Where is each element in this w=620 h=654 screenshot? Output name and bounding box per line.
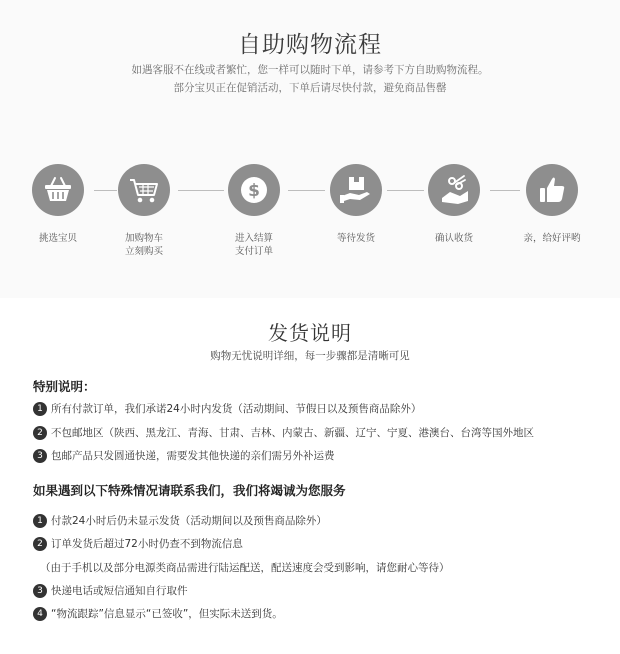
shopping-cart-icon <box>118 164 170 216</box>
step-label <box>406 232 502 245</box>
step-label-line1: 等待发货 <box>336 233 375 244</box>
step-label-line1: 挑选宝贝 <box>38 233 77 244</box>
item-text: 不包邮地区（陕西、黑龙江、青海、甘肃、吉林、内蒙古、新疆、辽宁、宁夏、港澳台、台湾等国外地区 <box>51 427 534 439</box>
process-subtitle-line2: 部分宝贝正在促销活动，下单后请尽快付款，避免商品售罄 <box>173 82 447 94</box>
contact-item <box>33 513 327 529</box>
delivery-box-icon <box>330 164 382 216</box>
item-number-badge: 3 <box>33 584 47 598</box>
contact-note: （由于手机以及部分电源类商品需进行陆运配送，配送速度会受到影响，请您耐心等待） <box>40 562 450 574</box>
step-connector <box>288 190 325 191</box>
thumbs-up-icon <box>526 164 578 216</box>
item-number-badge: 2 <box>33 537 47 551</box>
process-title: 自助购物流程 <box>238 32 382 58</box>
item-text: 包邮产品只发圆通快递，需要发其他快递的亲们需另外补运费 <box>51 450 335 462</box>
step-label-line1: 进入结算 <box>234 233 273 244</box>
step-confirm-receipt <box>428 164 480 216</box>
svg-text:$: $ <box>248 181 260 201</box>
step-connector <box>178 190 224 191</box>
contact-heading: 如果遇到以下特殊情况请联系我们，我们将竭诚为您服务 <box>33 483 346 498</box>
special-notes-heading: 特别说明： <box>33 379 96 394</box>
shipping-subtitle: 购物无忧说明详细，每一步骤都是清晰可见 <box>210 350 410 362</box>
item-number-badge: 1 <box>33 514 47 528</box>
special-item <box>33 401 421 417</box>
step-label-line1: 确认收货 <box>434 233 473 244</box>
item-text: 所有付款订单，我们承诺24小时内发货（活动期间、节假日以及预售商品除外） <box>51 403 422 415</box>
step-checkout <box>228 164 280 216</box>
step-label-line1: 亲，给好评哟 <box>523 233 581 244</box>
step-connector <box>490 190 520 191</box>
step-add-to-cart <box>118 164 170 216</box>
shipping-notes-section <box>0 298 620 654</box>
contact-item <box>33 583 188 599</box>
step-label <box>10 232 106 245</box>
item-text: 订单发货后超过72小时仍查不到物流信息 <box>51 538 243 550</box>
contact-item <box>33 536 243 552</box>
contact-item <box>33 606 283 622</box>
special-item <box>33 448 335 464</box>
step-label <box>308 232 404 245</box>
shopping-process-section <box>0 0 620 298</box>
item-text: “物流跟踪”信息显示“已签收”，但实际未送到货。 <box>51 608 283 620</box>
step-label-line2: 立刻购买 <box>124 246 163 257</box>
item-number-badge: 2 <box>33 426 47 440</box>
dollar-icon <box>228 164 280 216</box>
step-await-shipping <box>330 164 382 216</box>
item-text: 快递电话或短信通知自行取件 <box>51 585 188 597</box>
step-connector <box>94 190 117 191</box>
item-text: 付款24小时后仍未显示发货（活动期间以及预售商品除外） <box>51 515 327 527</box>
step-connector <box>387 190 424 191</box>
item-number-badge: 3 <box>33 449 47 463</box>
step-label <box>206 232 302 258</box>
item-number-badge: 1 <box>33 402 47 416</box>
step-label <box>96 232 192 258</box>
process-subtitle-line1: 如遇客服不在线或者繁忙，您一样可以随时下单，请参考下方自助购物流程。 <box>131 64 489 76</box>
step-label-line1: 加购物车 <box>124 233 163 244</box>
step-label-line2: 支付订单 <box>234 246 273 257</box>
basket-icon <box>32 164 84 216</box>
step-label <box>504 232 600 245</box>
step-select-item <box>32 164 84 216</box>
scissors-package-icon <box>428 164 480 216</box>
step-positive-review <box>526 164 578 216</box>
shipping-title: 发货说明 <box>268 321 352 345</box>
special-item <box>33 425 534 441</box>
item-number-badge: 4 <box>33 607 47 621</box>
